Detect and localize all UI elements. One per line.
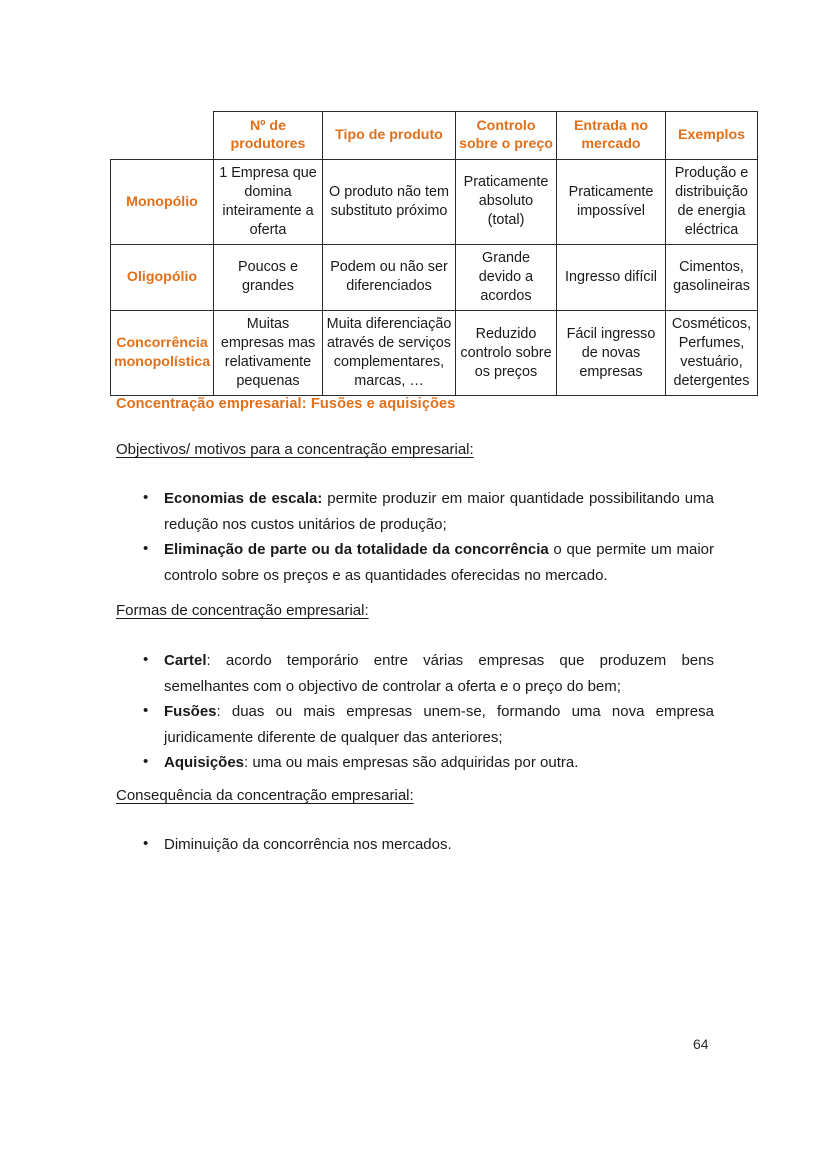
- table-corner-blank: [111, 112, 214, 160]
- table-header-numero-produtores: Nº de produtores: [214, 112, 323, 160]
- table-row-label-monopolio: Monopólio: [111, 159, 214, 244]
- table-cell: Grande devido a acordos: [456, 244, 557, 310]
- table-header-tipo-produto: Tipo de produto: [323, 112, 456, 160]
- list-item-text: : acordo temporário entre várias empresas que produzem bens semelhantes com o objectivo de controlar a oferta e o preço do bem;: [164, 652, 714, 695]
- list-consequencia: [116, 832, 714, 858]
- list-item: [116, 832, 714, 858]
- table-cell: Praticamente absoluto (total): [456, 159, 557, 244]
- table-header-exemplos: Exemplos: [666, 112, 758, 160]
- section-title-concentracao-empresarial: Concentração empresarial: Fusões e aquisições: [116, 396, 456, 412]
- table-cell: Muitas empresas mas relativamente pequenas: [214, 311, 323, 396]
- table-cell: Cimentos, gasolineiras: [666, 244, 758, 310]
- market-structures-table: [110, 111, 758, 396]
- table-row: [111, 244, 758, 310]
- table-cell: Produção e distribuição de energia eléctrica: [666, 159, 758, 244]
- table-header-row: [111, 112, 758, 160]
- list-item: [116, 537, 714, 588]
- lead-objectivos-motivos: Objectivos/ motivos para a concentração empresarial:: [116, 441, 474, 458]
- page-number: 64: [693, 1036, 709, 1052]
- list-item-term: Fusões: [164, 703, 217, 720]
- list-item-term: Aquisições: [164, 754, 245, 771]
- list-item: [116, 750, 714, 776]
- table-header-entrada-mercado: Entrada no mercado: [557, 112, 666, 160]
- table-row: [111, 159, 758, 244]
- table-row-label-concorrencia-monopolistica: Concorrência monopolística: [111, 311, 214, 396]
- list-item-text: o que permite um maior controlo sobre os preços e as quantidades oferecidas no mercado.: [164, 541, 714, 584]
- list-item-term: Eliminação de parte ou da totalidade da concorrência: [164, 541, 549, 558]
- list-item-text: permite produzir em maior quantidade possibilitando uma redução nos custos unitários de produção;: [164, 490, 714, 533]
- table-cell: Praticamente impossível: [557, 159, 666, 244]
- lead-consequencia-concentracao: Consequência da concentração empresarial:: [116, 787, 414, 804]
- table-cell: Ingresso difícil: [557, 244, 666, 310]
- table-row-label-oligopolio: Oligopólio: [111, 244, 214, 310]
- list-item: [116, 648, 714, 699]
- list-formas: [116, 648, 714, 776]
- table-header-controlo-preco: Controlo sobre o preço: [456, 112, 557, 160]
- list-item-text: : uma ou mais empresas são adquiridas por outra.: [244, 754, 579, 771]
- list-item: [116, 699, 714, 750]
- table-cell: Poucos e grandes: [214, 244, 323, 310]
- table-cell: Cosméticos, Perfumes, vestuário, detergentes: [666, 311, 758, 396]
- list-item-term: Cartel: [164, 652, 207, 669]
- table-cell: Fácil ingresso de novas empresas: [557, 311, 666, 396]
- list-item-text: : duas ou mais empresas unem-se, formando uma nova empresa juridicamente diferente de qualquer das anteriores;: [164, 703, 714, 746]
- table-cell: Reduzido controlo sobre os preços: [456, 311, 557, 396]
- table-cell: 1 Empresa que domina inteiramente a oferta: [214, 159, 323, 244]
- list-item-term: Economias de escala:: [164, 490, 323, 507]
- list-objectivos: [116, 486, 714, 588]
- table-row: [111, 311, 758, 396]
- table-cell: O produto não tem substituto próximo: [323, 159, 456, 244]
- table-cell: Muita diferenciação através de serviços complementares, marcas, …: [323, 311, 456, 396]
- lead-formas-concentracao: Formas de concentração empresarial:: [116, 602, 369, 619]
- table-cell: Podem ou não ser diferenciados: [323, 244, 456, 310]
- list-item: [116, 486, 714, 537]
- list-item-text: Diminuição da concorrência nos mercados.: [164, 836, 452, 853]
